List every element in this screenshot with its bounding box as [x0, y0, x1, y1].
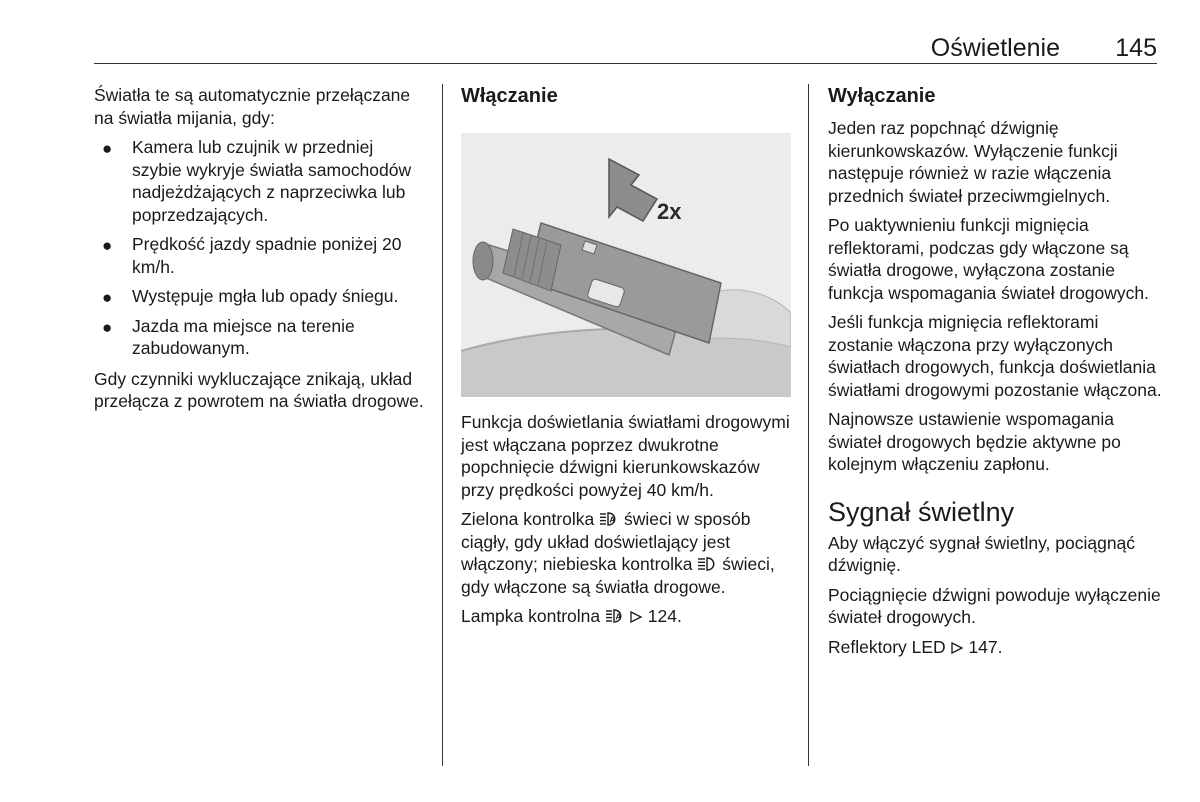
heading-enable: Włączanie: [461, 85, 558, 107]
list-item-text: Kamera lub czujnik w przedniej szybie wykryje światła samochodów nadjeżdżających z naprzeciwka lub poprzedzających.: [132, 137, 412, 225]
column-divider-2: [808, 84, 809, 766]
bullet-icon: ●: [102, 317, 113, 337]
text-run: Reflektory LED: [828, 636, 946, 657]
list-item-text: Występuje mgła lub opady śniegu.: [132, 286, 399, 306]
list-item: [94, 136, 424, 226]
outro-paragraph: Gdy czynniki wykluczające znikają, układ przełącza z powrotem na światła drogowe.: [94, 368, 424, 411]
list-item-text: Jazda ma miejsce na terenie zabudowanym.: [132, 315, 355, 358]
list-item: [94, 315, 424, 360]
column-divider-1: [442, 84, 443, 766]
list-item-text: Prędkość jazdy spadnie poniżej 20 km/h.: [132, 234, 402, 277]
text-run: świeci w sposób ciągły, gdy układ doświetlający jest włączony; niebieska kontrolka: [461, 509, 751, 574]
list-item: [94, 285, 424, 308]
heading-disable: Wyłączanie: [828, 85, 936, 107]
list-item: [94, 233, 424, 278]
section-title: Oświetlenie: [930, 34, 1060, 62]
auto-high-beam-indicator-icon: [606, 609, 624, 623]
paragraph: Aby włączyć sygnał świetlny, pociągnąć dźwignię.: [828, 532, 1136, 575]
cross-reference-arrow-icon: [951, 642, 963, 654]
paragraph: [461, 605, 791, 628]
page-number: 145: [1115, 34, 1157, 62]
bullet-icon: ●: [102, 288, 113, 307]
paragraph: Funkcja doświetlania światłami drogowymi jest włączana poprzez dwukrotne popchnięcie dźwigni kierunkowskazów przy prędkości powyżej 40 km/h.: [461, 412, 790, 500]
high-beam-indicator-icon: [698, 557, 716, 571]
svg-text:A: A: [615, 612, 622, 622]
heading-headlight-flash: Sygnał świetlny: [828, 496, 1015, 527]
intro-paragraph: Światła te są automatycznie przełączane na światła mijania, gdy:: [94, 85, 411, 128]
paragraph: Jeden raz popchnąć dźwignię kierunkowskazów. Wyłączenie funkcji następuje również w razie włączenia przednich świateł przeciwmgielnych.: [828, 118, 1118, 206]
condition-list: [94, 136, 424, 360]
page-reference: 147.: [968, 636, 1003, 657]
lever-end-cap: [473, 242, 493, 280]
lever-diagram: [461, 133, 791, 397]
lever-illustration: [461, 133, 791, 397]
push-count-label: 2x: [657, 199, 682, 224]
cross-reference-arrow-icon: [630, 611, 642, 623]
paragraph: Jeśli funkcja mignięcia reflektorami zostanie włączona przy wyłączonych światłach drogowych, funkcja doświetlania światłami drogowymi pozostanie włączona.: [828, 312, 1162, 400]
paragraph: Pociągnięcie dźwigni powoduje wyłączenie świateł drogowych.: [828, 584, 1161, 627]
paragraph: [828, 636, 1163, 659]
column-3: [828, 84, 1163, 665]
text-run: świeci, gdy włączone są światła drogowe.: [461, 554, 775, 597]
column-1: [94, 84, 424, 420]
bullet-icon: ●: [102, 236, 113, 255]
auto-high-beam-indicator-icon: [600, 512, 618, 526]
paragraph: Po uaktywnieniu funkcji mignięcia reflektorami, podczas gdy włączone są światła drogowe, wyłączona zostanie funkcja wspomagania świateł drogowych.: [828, 215, 1149, 303]
text-run: Lampka kontrolna: [461, 606, 601, 626]
page-reference: 124.: [647, 606, 682, 626]
bullet-icon: ●: [102, 139, 113, 158]
text-run: Zielona kontrolka: [461, 509, 595, 529]
column-2: [461, 84, 791, 635]
svg-text:A: A: [609, 515, 616, 525]
header-rule: [94, 63, 1157, 64]
paragraph: [461, 508, 791, 598]
paragraph: Najnowsze ustawienie wspomagania świateł drogowych będzie aktywne po kolejnym włączeniu zapłonu.: [828, 409, 1121, 474]
